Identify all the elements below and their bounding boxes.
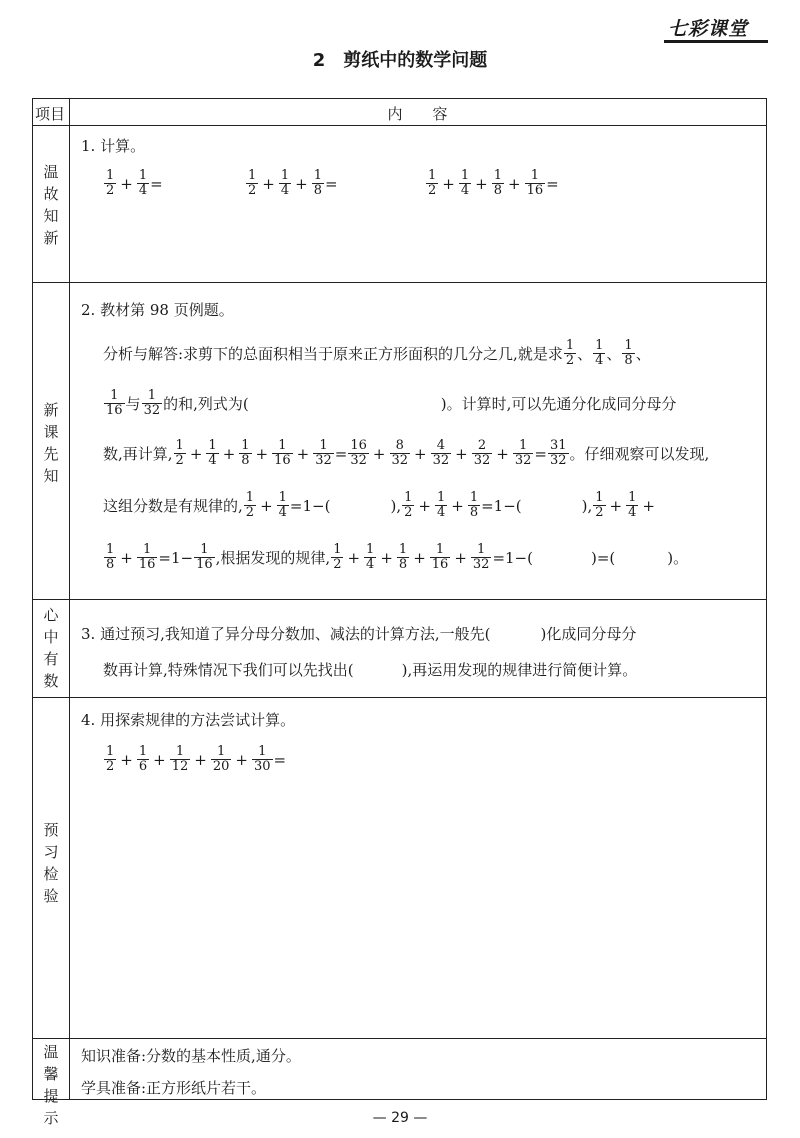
header-item: 项目 [35, 105, 66, 123]
q1-expression-a: $\frac{1}{2}$ + $\frac{1}{4}$ = [106, 168, 163, 198]
tip-materials: 学具准备:正方形纸片若干。 [81, 1079, 267, 1097]
page-title [0, 46, 800, 72]
brand-logo: 七彩课堂 [668, 18, 749, 40]
row-divider [33, 697, 766, 698]
question-2-label: 2. 教材第 98 页例题。 [81, 301, 234, 319]
q3-line-2: 数再计算,特殊情况下我们可以先找出( ),再运用发现的规律进行简便计算。 [103, 661, 638, 679]
row-divider [33, 1038, 766, 1039]
row-divider [33, 125, 766, 126]
q1-expression-c: $\frac{1}{2}$ + $\frac{1}{4}$ + $\frac{1}{8}$ + $\frac{1}{16}$ = [428, 168, 559, 198]
q2-line-1: 分析与解答:求剪下的总面积相当于原来正方形面积的几分之几,就是求 $\frac{1}{2}$ 、 $\frac{1}{4}$ 、 $\frac{1}{8}$ 、 [103, 338, 651, 368]
lesson-number: 2 [312, 50, 326, 71]
section-label-check: 预 习 检 验 [43, 821, 59, 905]
question-4-label: 4. 用探索规律的方法尝试计算。 [81, 711, 296, 729]
question-1-label: 1. 计算。 [81, 137, 146, 155]
lesson-title: 剪纸中的数学问题 [343, 50, 488, 71]
q2-line-3: 数,再计算, $\frac{1}{2}$ + $\frac{1}{4}$ + $\frac{1}{8}$ + $\frac{1}{16}$ + $\frac{1}{32}$ = $\frac{16}{32}$ + $\frac{8}{32}$ + $\frac{4}{32}$ + $\frac{2}{32}$ + $\frac{1}{32}$ = $\frac{31}{32}$ 。仔细观察可以发现, [103, 438, 710, 468]
header-content: 内 容 [387, 105, 448, 123]
q1-expression-b: $\frac{1}{2}$ + $\frac{1}{4}$ + $\frac{1}{8}$ = [248, 168, 338, 198]
q2-line-5: $\frac{1}{8}$ + $\frac{1}{16}$ =1− $\frac{1}{16}$ ,根据发现的规律, $\frac{1}{2}$ + $\frac{1}{4}$ + $\frac{1}{8}$ + $\frac{1}{16}$ + $\frac{1}{32}$ =1−( )=( )。 [106, 542, 689, 572]
row-divider [33, 282, 766, 283]
section-label-tips: 温 馨 提 示 [43, 1043, 59, 1127]
section-label-summary: 心 中 有 数 [43, 606, 59, 690]
tip-knowledge: 知识准备:分数的基本性质,通分。 [81, 1047, 301, 1065]
row-divider [33, 599, 766, 600]
brand-underline [664, 40, 768, 43]
q4-expression: $\frac{1}{2}$ + $\frac{1}{6}$ + $\frac{1}{12}$ + $\frac{1}{20}$ + $\frac{1}{30}$ = [106, 744, 287, 774]
page-number: — 29 — [372, 1110, 428, 1126]
q3-line-1: 3. 通过预习,我知道了异分母分数加、减法的计算方法,一般先( )化成同分母分 [81, 625, 637, 643]
q2-line-4: 这组分数是有规律的, $\frac{1}{2}$ + $\frac{1}{4}$ =1−( ), $\frac{1}{2}$ + $\frac{1}{4}$ + $\frac{1}{8}$ =1−( ), $\frac{1}{2}$ + $\frac{1}{4}$ + [103, 490, 655, 520]
section-label-review: 温 故 知 新 [43, 163, 59, 247]
q2-line-2: $\frac{1}{16}$ 与 $\frac{1}{32}$ 的和,列式为( )。计算时,可以先通分化成同分母分 [106, 388, 677, 418]
section-label-new: 新 课 先 知 [43, 401, 59, 485]
